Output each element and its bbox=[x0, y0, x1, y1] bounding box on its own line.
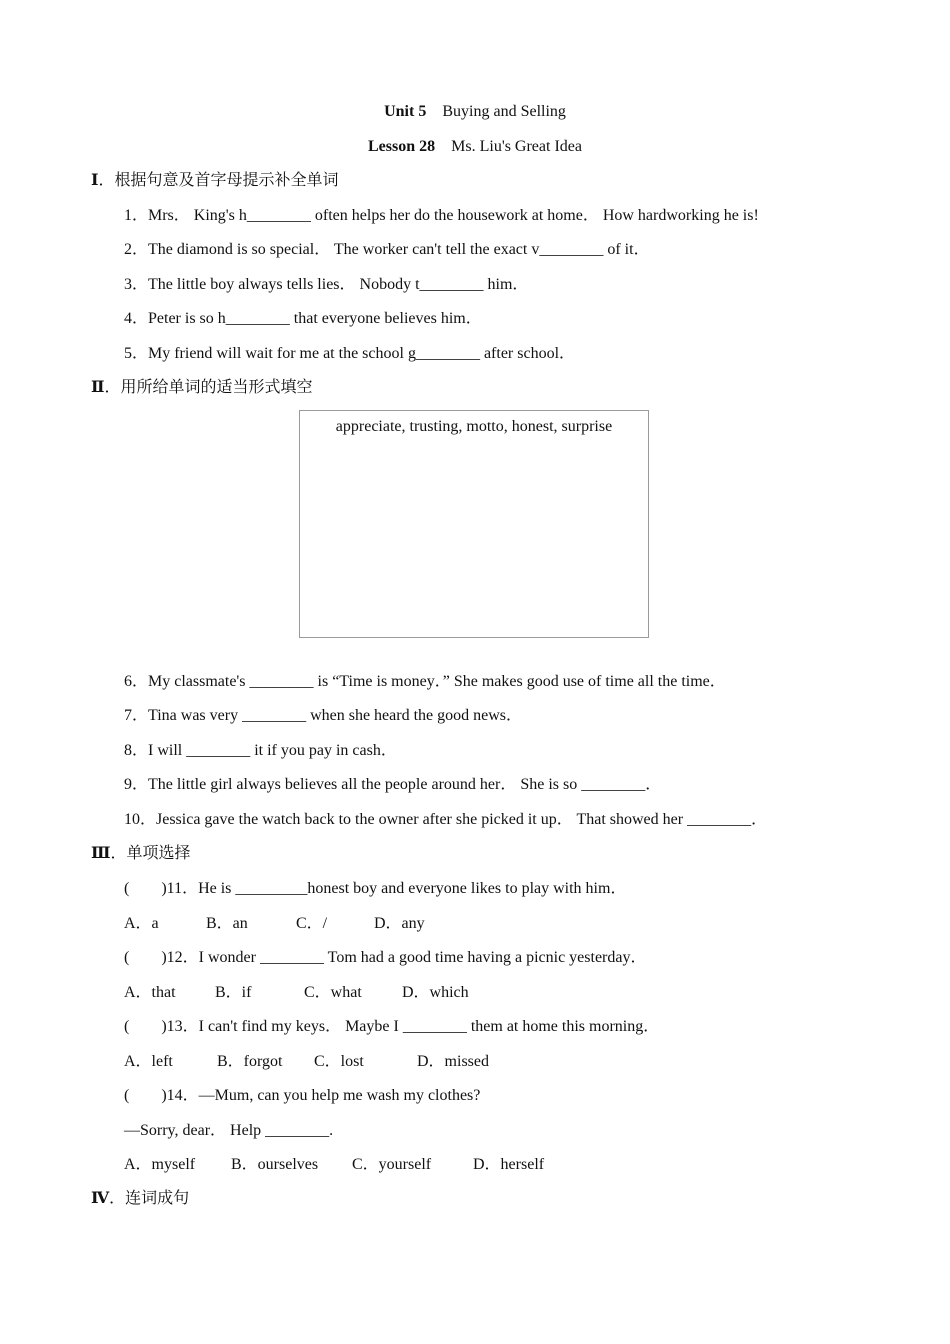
question-4: 4．Peter is so h________ that everyone believes him． bbox=[124, 310, 482, 327]
section-3-numeral: Ⅲ bbox=[91, 845, 111, 862]
word-bank: appreciate, trusting, motto, honest, surprise bbox=[335, 418, 613, 435]
word-bank-box bbox=[299, 410, 649, 638]
section-4-title: ．连词成句 bbox=[109, 1190, 190, 1207]
question-12-stem: ( )12．I wonder ________ Tom had a good time having a picnic yesterday． bbox=[124, 949, 647, 966]
option-c: C．what bbox=[304, 984, 362, 1001]
question-11-stem: ( )11．He is _________honest boy and everyone likes to play with him． bbox=[124, 880, 627, 897]
question-14-stem: ( )14．—Mum, can you help me wash my clothes? bbox=[124, 1087, 481, 1104]
option-c: C．yourself bbox=[352, 1156, 432, 1173]
section-2-heading bbox=[91, 378, 313, 398]
option-a: A．that bbox=[124, 984, 176, 1001]
option-d: D．missed bbox=[417, 1053, 490, 1070]
question-6: 6．My classmate's ________ is “Time is money．” She makes good use of time all the time． bbox=[124, 673, 726, 690]
option-d: D．any bbox=[374, 915, 425, 932]
question-13-stem: ( )13．I can't find my keys． Maybe I ________ them at home this morning． bbox=[124, 1018, 660, 1035]
section-3-title: ．单项选择 bbox=[110, 845, 191, 862]
question-8: 8．I will ________ it if you pay in cash． bbox=[124, 742, 397, 759]
question-2: 2．The diamond is so special． The worker can't tell the exact v________ of it． bbox=[124, 241, 650, 258]
option-c: C．lost bbox=[314, 1053, 364, 1070]
lesson-title: Ms. Liu's Great Idea bbox=[451, 138, 582, 155]
option-a: A．a bbox=[124, 915, 159, 932]
option-b: B．forgot bbox=[217, 1053, 283, 1070]
question-14-reply: —Sorry, dear． Help ________. bbox=[124, 1122, 334, 1139]
option-d: D．herself bbox=[473, 1156, 545, 1173]
lesson-label: Lesson 28 bbox=[368, 138, 436, 155]
section-3-heading bbox=[91, 844, 191, 864]
option-a: A．myself bbox=[124, 1156, 196, 1173]
question-5: 5．My friend will wait for me at the school g________ after school． bbox=[124, 345, 576, 362]
question-1: 1．Mrs． King's h________ often helps her do the housework at home． How hardworking he is! bbox=[124, 207, 759, 224]
section-2-title: ．用所给单词的适当形式填空 bbox=[104, 379, 313, 396]
question-10: 10．Jessica gave the watch back to the owner after she picked it up． That showed her ________． bbox=[124, 811, 768, 828]
lesson-heading bbox=[0, 137, 950, 157]
option-a: A．left bbox=[124, 1053, 173, 1070]
unit-label: Unit 5 bbox=[384, 103, 427, 120]
question-9: 9．The little girl always believes all the people around her． She is so ________． bbox=[124, 776, 662, 793]
unit-title: Buying and Selling bbox=[442, 103, 566, 120]
option-b: B．ourselves bbox=[231, 1156, 319, 1173]
question-3: 3．The little boy always tells lies． Nobody t________ him． bbox=[124, 276, 529, 293]
section-1-heading bbox=[91, 171, 339, 191]
option-b: B．if bbox=[215, 984, 252, 1001]
section-2-numeral: Ⅱ bbox=[91, 379, 105, 396]
option-b: B．an bbox=[206, 915, 248, 932]
section-1-numeral: Ⅰ bbox=[91, 172, 99, 189]
question-7: 7．Tina was very ________ when she heard the good news． bbox=[124, 707, 523, 724]
section-4-numeral: Ⅳ bbox=[91, 1190, 110, 1207]
unit-heading bbox=[0, 102, 950, 122]
option-d: D．which bbox=[402, 984, 469, 1001]
option-c: C．/ bbox=[296, 915, 328, 932]
section-1-title: ．根据句意及首字母提示补全单词 bbox=[98, 172, 339, 189]
section-4-heading bbox=[91, 1189, 189, 1209]
